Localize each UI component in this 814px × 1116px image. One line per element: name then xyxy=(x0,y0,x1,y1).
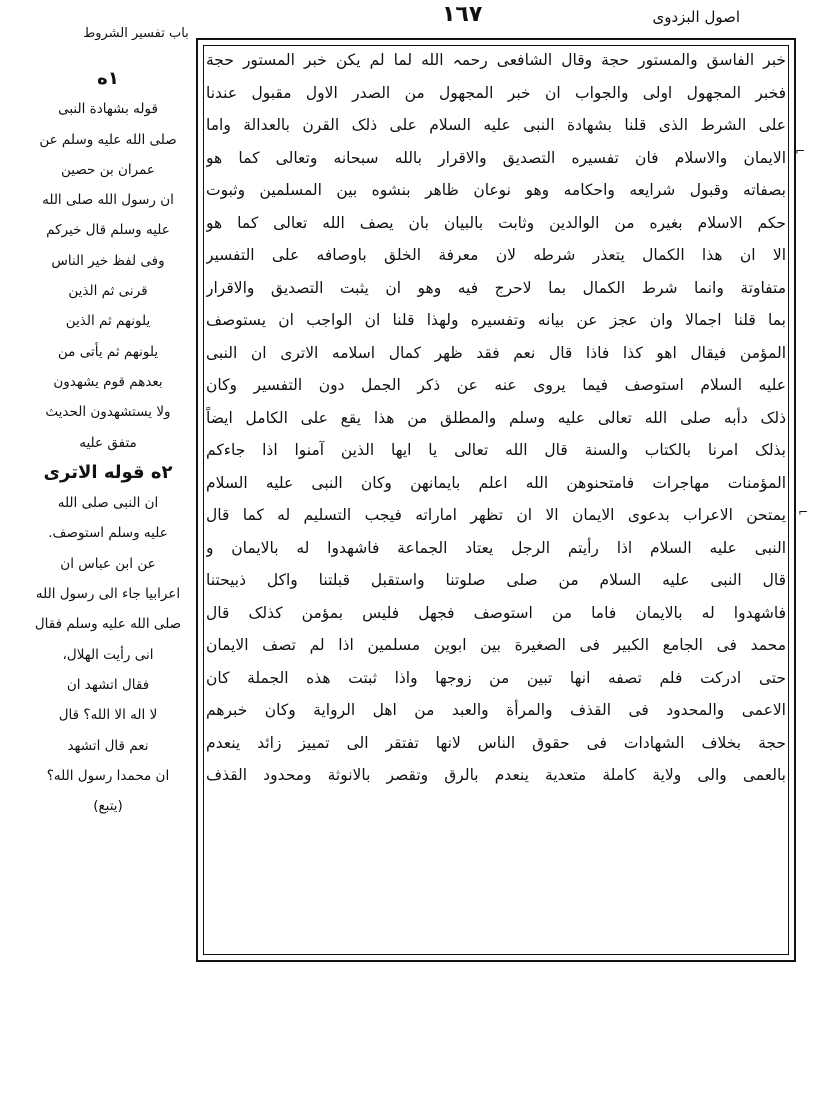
side-note-line: (یتبع) xyxy=(93,798,123,815)
side-note-line: وفی لفظ خیر الناس xyxy=(51,252,165,269)
side-note-line: یلونهم ثم الذین xyxy=(65,313,151,330)
main-text-line: الاعمی والمحدود فی القذف والمرأة والعبد من اهل الروایة وکان خبرهم xyxy=(206,701,786,719)
main-text-line: خبر الفاسق والمستور حجة وقال الشافعی رحمہ الله لما لم یکن خبر المستور حجة xyxy=(206,51,786,69)
side-note-line: صلی الله علیه وسلم فقال xyxy=(34,616,182,633)
side-note-line: لا اله الا الله؟ قال xyxy=(58,707,158,724)
side-note-line: ان محمدا رسول الله؟ xyxy=(46,767,170,784)
main-text-line: ذلک دأبه صلی الله تعالی علیه وسلم والمطلق من هذا یقع علی الکامل ایضاً xyxy=(206,408,786,427)
main-text-line: بما قلنا اجمالا وان عجز عن بیانه وتفسیره ولهذا قلنا ان الواجب ان یستوصف xyxy=(206,311,786,329)
main-text-line: فاشهدوا له بالایمان فاما من استوصف فجهل فلیس بمؤمن کذلک قال xyxy=(206,603,786,622)
main-text-line: محمد فی الجامع الکبیر فی الصغیرة بین ابوین مسلمین اذا لم تصف الایمان xyxy=(206,636,786,654)
side-note-line: یلونهم ثم یأتی من xyxy=(57,343,159,360)
side-note-line: ان رسول الله صلی الله xyxy=(42,192,174,209)
side-note-line: قرنی ثم الذین xyxy=(68,283,148,300)
side-note-line: علیه وسلم استوصف. xyxy=(48,525,168,542)
main-text-line: بالعمی والی ولایة کاملة متعدیة ینعدم بالرق وتقصر بالانوثة ومحدود القذف xyxy=(206,766,786,784)
main-text-line: الایمان والاسلام فان تفسیره التصدیق والاقرار بالله سبحانه وتعالی کما هو xyxy=(206,148,786,167)
side-note-line: انی رأیت الهلال، xyxy=(62,646,154,663)
main-text-line: المؤمنات مهاجرات فامتحنوهن الله اعلم بایمانهن وکان النبی علیه السلام xyxy=(206,473,786,492)
book-title-header: اصول البزدوی xyxy=(652,8,740,26)
main-text-line: النبی علیه السلام اذا رأیتم الرجل یعتاد الجماعة فاشهدوا له بالایمان و xyxy=(206,538,786,557)
margin-mark: ⌐ xyxy=(795,144,806,158)
main-text-frame xyxy=(196,38,796,962)
side-note-line: ولا یستشهدون الحدیث xyxy=(45,404,171,421)
main-text-line: علی الشرط الذی قلنا بشهادة النبی علیه السلام علی ذلک القرن بالعدالة واما xyxy=(206,116,786,134)
main-text-line: یمتحن الاعراب بدعوی الایمان الا ان تظهر اماراته فیجب التسلیم له کما قال xyxy=(206,506,786,524)
main-text-line: علیه السلام استوصف فیما یروی عنه عن ذکر الجمل دون التفسیر وکان xyxy=(206,376,786,394)
main-text-line: فخبر المجهول اولی والجواب ان خبر المجهول من الصدر الاول مقبول عندنا xyxy=(206,83,786,102)
page-number: ١٦٧ xyxy=(442,2,483,27)
side-note-line: علیه وسلم قال خیرکم xyxy=(46,222,170,239)
side-note-line: نعم قال اتشهد xyxy=(67,737,149,754)
margin-mark: ⌐ xyxy=(798,505,809,519)
side-note-line: بعدهم قوم یشهدون xyxy=(53,373,163,390)
main-text-line: بصفاته وقبول شرایعه واحکامه وهو نوعان ظاهر بنشوه بین المسلمین وثبوت xyxy=(206,181,786,199)
side-note-line: متفق علیه xyxy=(79,434,137,451)
side-note-line: اعرابیا جاء الی رسول الله xyxy=(35,586,181,603)
main-text-line: بذلک امرنا بالکتاب والسنة قال الله تعالی یا ایها الذین آمنوا اذا جاءکم xyxy=(206,441,786,459)
side-notes-column xyxy=(24,64,192,821)
side-note-line: عمران بن حصین xyxy=(61,161,155,178)
side-note-line: قوله بشهادة النبی xyxy=(58,101,158,118)
side-column-title: باب تفسیر الشروط xyxy=(83,26,189,41)
side-note-line: فقال اتشهد ان xyxy=(66,676,150,693)
main-text-body xyxy=(206,44,786,792)
main-text-line: المؤمن فیقال اهو کذا فاذا قال نعم فقد ظهر کمال اسلامه الاتری ان النبی xyxy=(206,343,786,362)
side-note-line: عن ابن عباس ان xyxy=(60,555,156,572)
main-text-line: متفاوتة وانما شرط الکمال بما لاحرج فیه وهو ان یثبت التصدیق والاقرار xyxy=(206,278,786,297)
side-note-heading: ۲ه قوله الاتری xyxy=(43,461,173,483)
side-note-heading: ۱ه xyxy=(97,68,119,89)
side-note-line: ان النبی صلی الله xyxy=(57,495,159,512)
main-text-line: قال النبی علیه السلام من صلی صلوتنا واستقبل قبلتنا واکل ذبیحتنا xyxy=(206,571,786,589)
main-text-line: حجة بخلاف الشهادات فی حقوق الناس لانها تفتقر الی تمییز زائد ینعدم xyxy=(206,733,786,752)
main-text-line: حکم الاسلام بغیره من الوالدین وثابت بالبیان بان یصف الله تعالی کما هو xyxy=(206,213,786,232)
side-note-line: صلی الله علیه وسلم عن xyxy=(39,131,177,148)
main-text-line: الا ان هذا الکمال یتعذر شرطه لان معرفة الخلق باوصافه علی التفسیر xyxy=(206,246,786,264)
main-text-line: حتی ادرکت فلم تصفه انها تبین من زوجها واذا ثبتت هذه الجملة کان xyxy=(206,668,786,687)
